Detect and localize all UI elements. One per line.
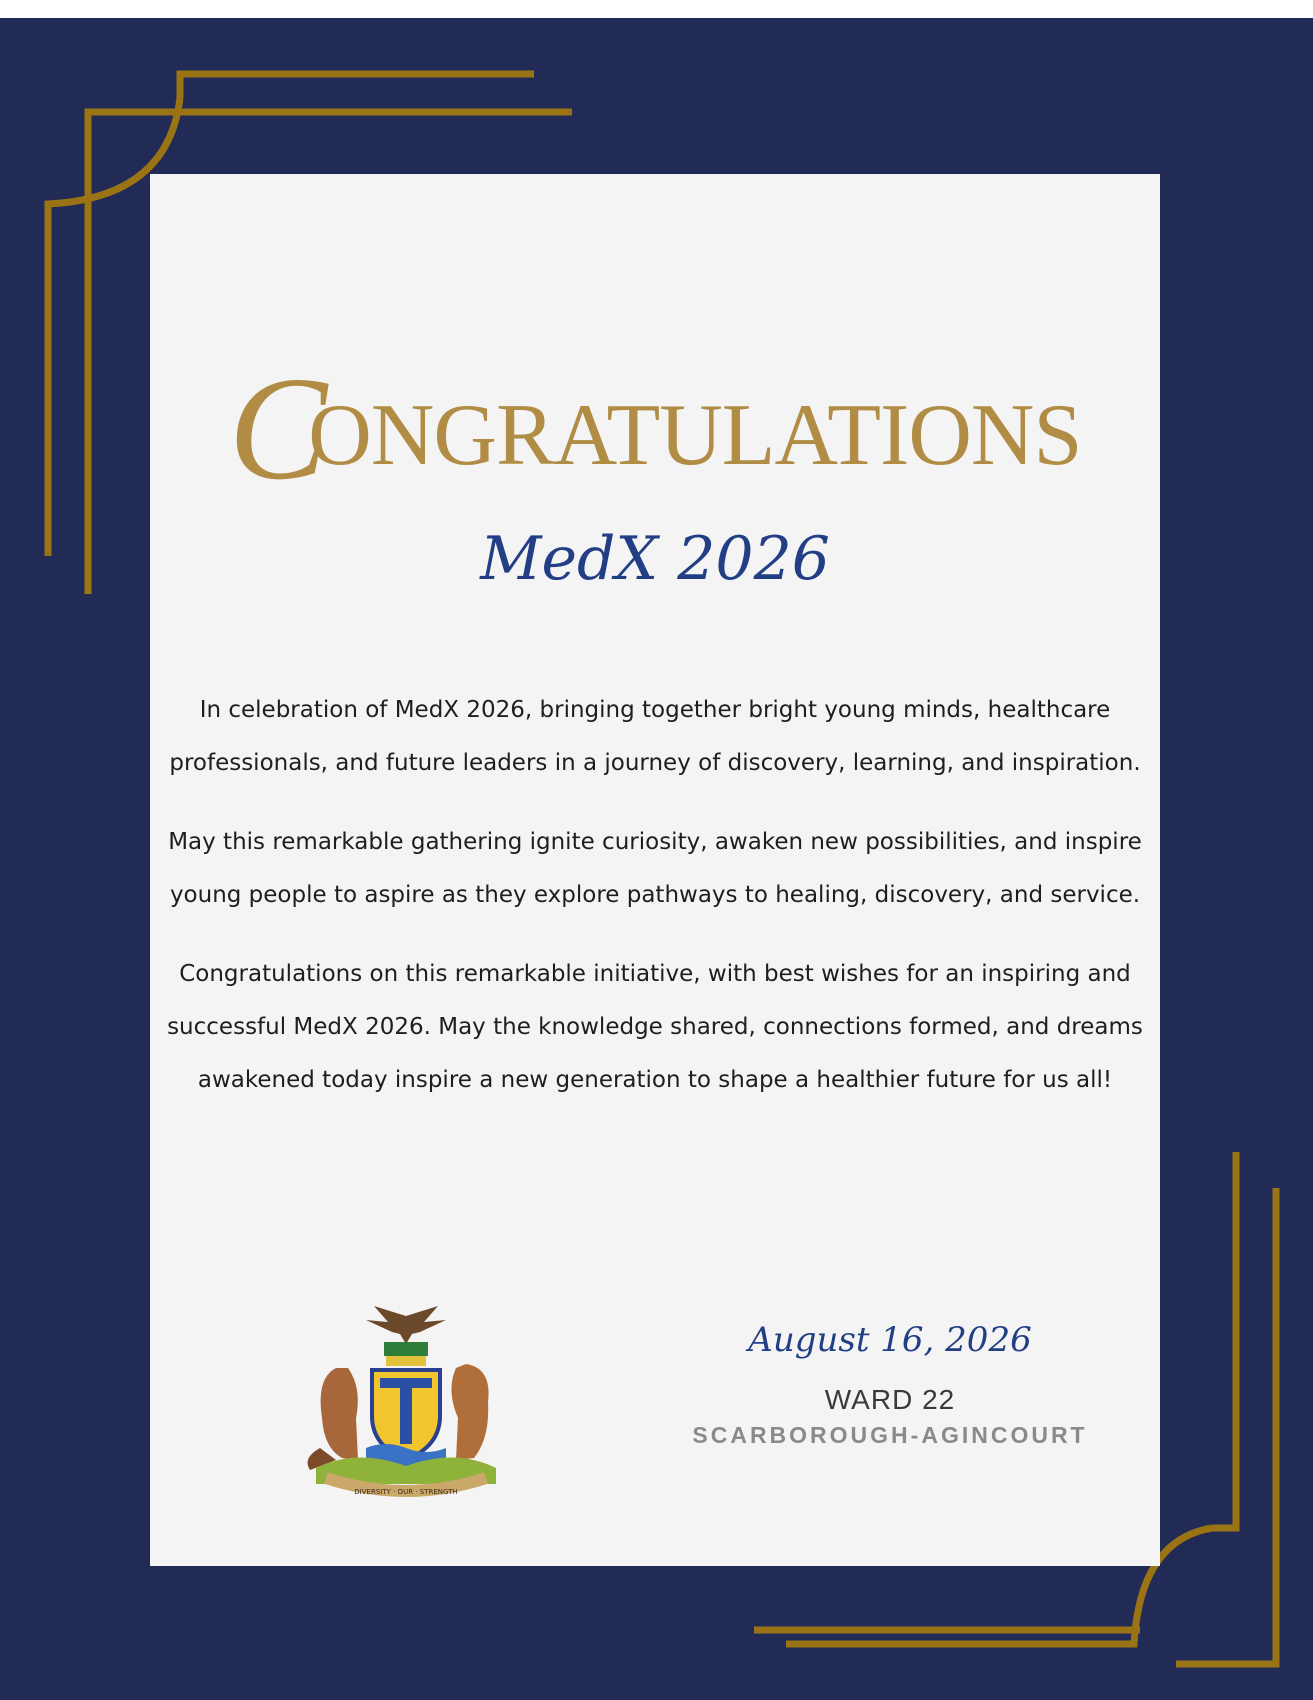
ward-label: WARD 22 (824, 1384, 956, 1415)
message-paragraph-2: May this remarkable gathering ignite curiosity, awaken new possibilities, and inspire young people to aspire as they explore pathways to healing, discovery, and service. (168, 829, 1142, 908)
city-coat-of-arms (296, 1298, 516, 1508)
eagle-icon (366, 1306, 446, 1344)
ward-area-label: SCARBOROUGH-AGINCOURT (692, 1422, 1088, 1448)
heading-initial: C (228, 347, 327, 511)
message-paragraph-3: Congratulations on this remarkable initiative, with best wishes for an inspiring and successful MedX 2026. May the knowledge shared, connections formed, and dreams awakened today inspire a new generation to shape a healthier future for us all! (167, 961, 1143, 1093)
crest-crown (384, 1342, 428, 1356)
crest-motto: DIVERSITY · OUR · STRENGTH (354, 1488, 458, 1496)
beaver-supporter-icon (321, 1368, 358, 1460)
message-paragraph-1: In celebration of MedX 2026, bringing together bright young minds, healthcare professionals, and future leaders in a journey of discovery, learning, and inspiration. (169, 697, 1141, 776)
certificate-date: August 16, 2026 (748, 1320, 1032, 1360)
bear-supporter-icon (451, 1364, 488, 1460)
event-name: MedX 2026 (480, 524, 830, 594)
certificate-panel (150, 174, 1160, 1566)
message-body (150, 684, 1160, 1133)
congratulations-heading (150, 344, 1160, 514)
heading-rest: ONGRATULATIONS (308, 387, 1082, 484)
certificate (0, 18, 1313, 1700)
